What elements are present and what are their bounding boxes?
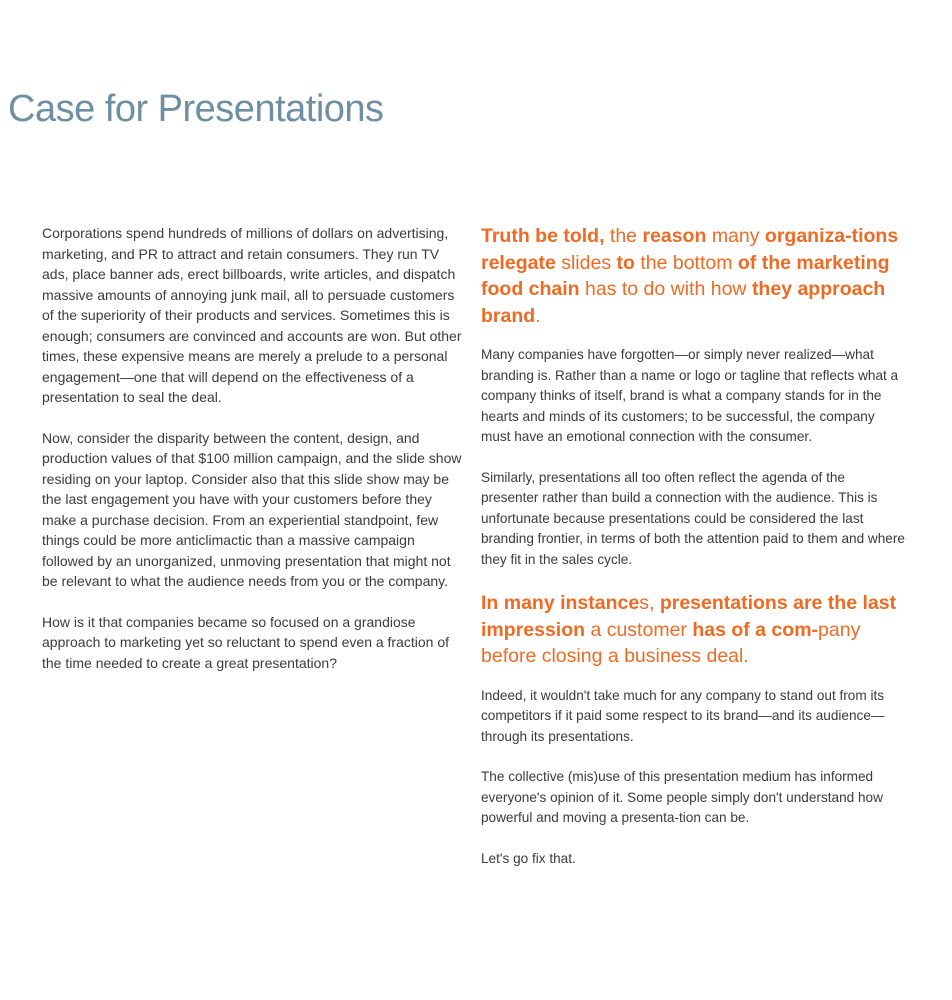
pull-quote (481, 590, 906, 670)
body-paragraph: How is it that companies became so focused on a grandiose approach to marketing yet so reluctant to spend even a fraction of the time needed to create a great presentation? (42, 613, 450, 671)
pull-quote-segment: In many instance (481, 592, 640, 614)
pull-quote (481, 223, 906, 329)
pull-quote-segment: the (609, 225, 643, 247)
body-paragraph: Now, consider the disparity between the content, design, and production values of that $100 million campaign, and the slide show residing on your laptop. Consider also that this slide show may be the last engagement you have with your customers before they make a purchase decision. From an experiential standpoint, few things could be more anticlimactic than a massive campaign followed by an unorganized, unmoving presentation that might not be relevant to what the audience needs from you or the company. (42, 429, 462, 589)
pull-quote-segment: of the marketing food chain (481, 251, 890, 300)
body-paragraph: Many companies have forgotten—or simply never realized—what branding is. Rather than a name or logo or tagline that reflects what a company thinks of itself, brand is what a company stands for in the hearts and minds of its customers; to be successful, the company must have an emotional connection with the consumer. (481, 347, 899, 444)
body-paragraph: The collective (mis)use of this presentation medium has informed everyone's opinion of it. Some people simply don't understand how powerful and moving a presenta-tion can be. (481, 769, 883, 825)
pull-quote-segment: pany before closing a business deal. (481, 618, 861, 667)
pull-quote-segment: slides (561, 251, 617, 274)
body-paragraph: Let's go fix that. (481, 850, 576, 866)
body-paragraph: Similarly, presentations all too often reflect the agenda of the presenter rather than build a connection with the audience. This is unfortunate because presentations could be considered the last branding frontier, in terms of both the attention paid to them and where they fit in the sales cycle. (481, 469, 905, 567)
pull-quote-segment: they approach brand (481, 278, 886, 327)
pull-quote-segment: many (711, 225, 765, 247)
pull-quote-segment: presentations (659, 592, 794, 614)
pull-quote-segment: to (616, 251, 641, 274)
pull-quote-segment: . (535, 304, 541, 327)
pull-quote-segment: Truth be told, (481, 225, 610, 247)
body-paragraph: Corporations spend hundreds of millions of dollars on advertising, marketing, and PR to attract and retain consumers. They run TV ads, place banner ads, erect billboards, write articles, and dispatch massive amounts of annoying junk mail, all to persuade customers of the superiority of their products and services. Sometimes this is enough; consumers are convinced and accounts are won. But other times, these expensive means are merely a prelude to a personal engagement—one that will depend on the effectiveness of a presentation to seal the deal. (42, 225, 462, 405)
pull-quote-segment: s, (639, 592, 660, 614)
left-column (42, 223, 462, 693)
pull-quote-segment: has to do with how (585, 278, 752, 300)
body-paragraph: Indeed, it wouldn't take much for any company to stand out from its competitors if it paid some respect to its brand—and its audience—through its presentations. (481, 687, 885, 744)
pull-quote-segment: organiza-tions relegate (481, 225, 899, 274)
pull-quote-segment: are the last impression (481, 592, 897, 641)
pull-quote-segment: has of a com- (692, 618, 819, 641)
pull-quote-segment: a customer (590, 618, 693, 641)
page-title: Case for Presentations (8, 88, 384, 130)
pull-quote-segment: reason (642, 225, 712, 247)
right-column (481, 223, 906, 889)
pull-quote-segment: the bottom (640, 251, 738, 274)
